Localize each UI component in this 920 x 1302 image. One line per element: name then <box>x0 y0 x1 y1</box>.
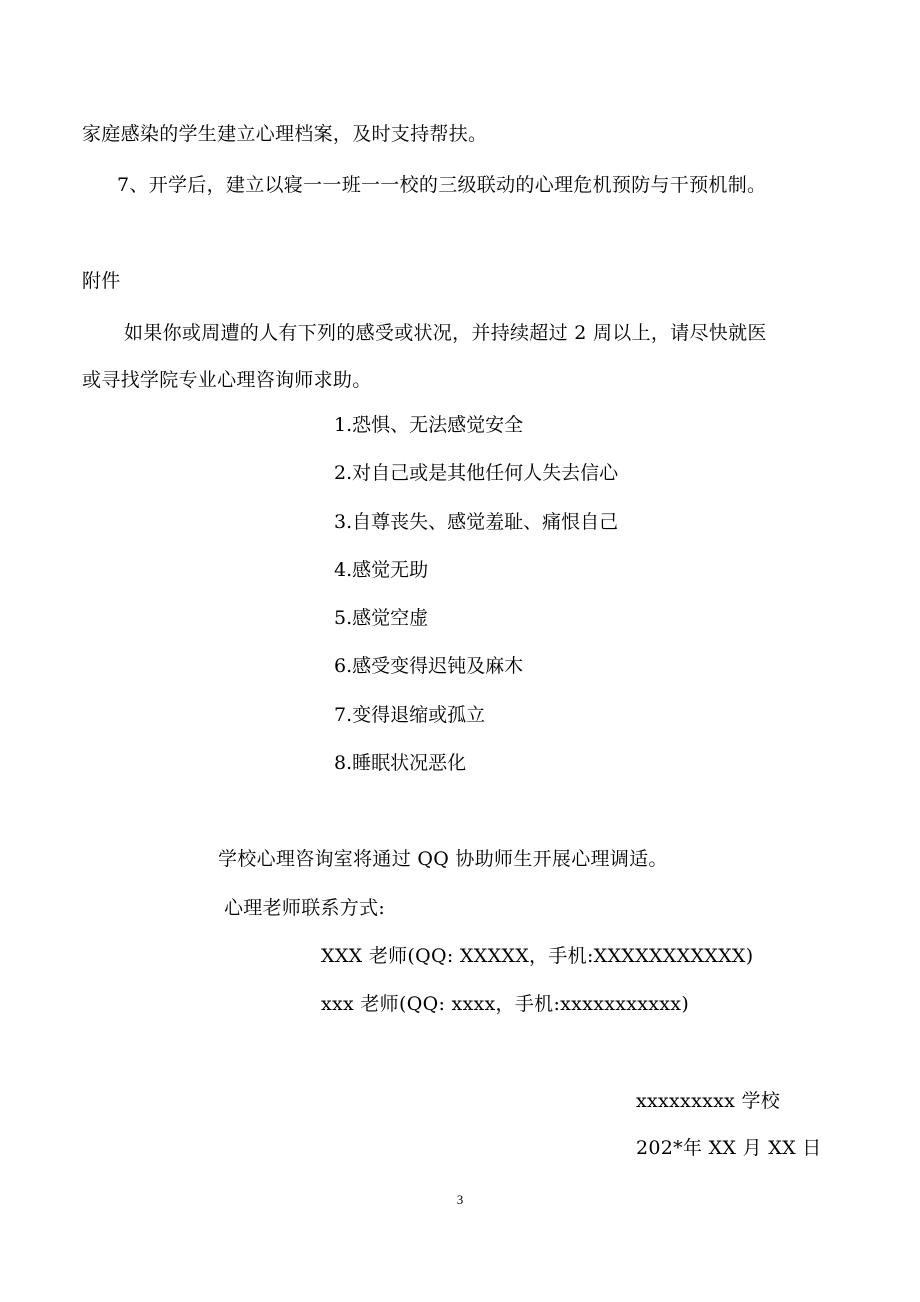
list-item: 8.睡眠状况恶化 <box>334 752 467 774</box>
signature-school: xxxxxxxxx 学校 <box>636 1090 781 1112</box>
attachment-heading: 附件 <box>82 270 121 292</box>
page-number: 3 <box>456 1192 464 1207</box>
attachment-intro-line-2: 或寻找学院专业心理咨询师求助。 <box>82 369 372 391</box>
attachment-intro-line-1: 如果你或周遭的人有下列的感受或状况，并持续超过 2 周以上，请尽快就医 <box>124 322 767 344</box>
teacher-contact-2: xxx 老师(QQ: xxxx，手机:xxxxxxxxxxx) <box>321 993 690 1015</box>
list-item: 1.恐惧、无法感觉安全 <box>334 414 524 436</box>
teacher-contact-1: XXX 老师(QQ: XXXXX，手机:XXXXXXXXXXX) <box>321 945 754 967</box>
list-item: 3.自尊丧失、感觉羞耻、痛恨自己 <box>334 511 619 533</box>
list-item: 7.变得退缩或孤立 <box>334 704 486 726</box>
item-7-text: 7、开学后，建立以寝一一班一一校的三级联动的心理危机预防与干预机制。 <box>117 174 767 196</box>
list-item: 4.感觉无助 <box>334 559 429 581</box>
paragraph-continuation: 家庭感染的学生建立心理档案，及时支持帮扶。 <box>82 123 488 145</box>
list-item: 5.感觉空虚 <box>334 607 429 629</box>
list-item: 2.对自己或是其他任何人失去信心 <box>334 462 619 484</box>
contact-statement: 学校心理咨询室将通过 QQ 协助师生开展心理调适。 <box>218 848 668 870</box>
list-item: 6.感受变得迟钝及麻木 <box>334 655 524 677</box>
signature-date: 202*年 XX 月 XX 日 <box>636 1137 822 1159</box>
contact-label: 心理老师联系方式: <box>224 897 386 919</box>
